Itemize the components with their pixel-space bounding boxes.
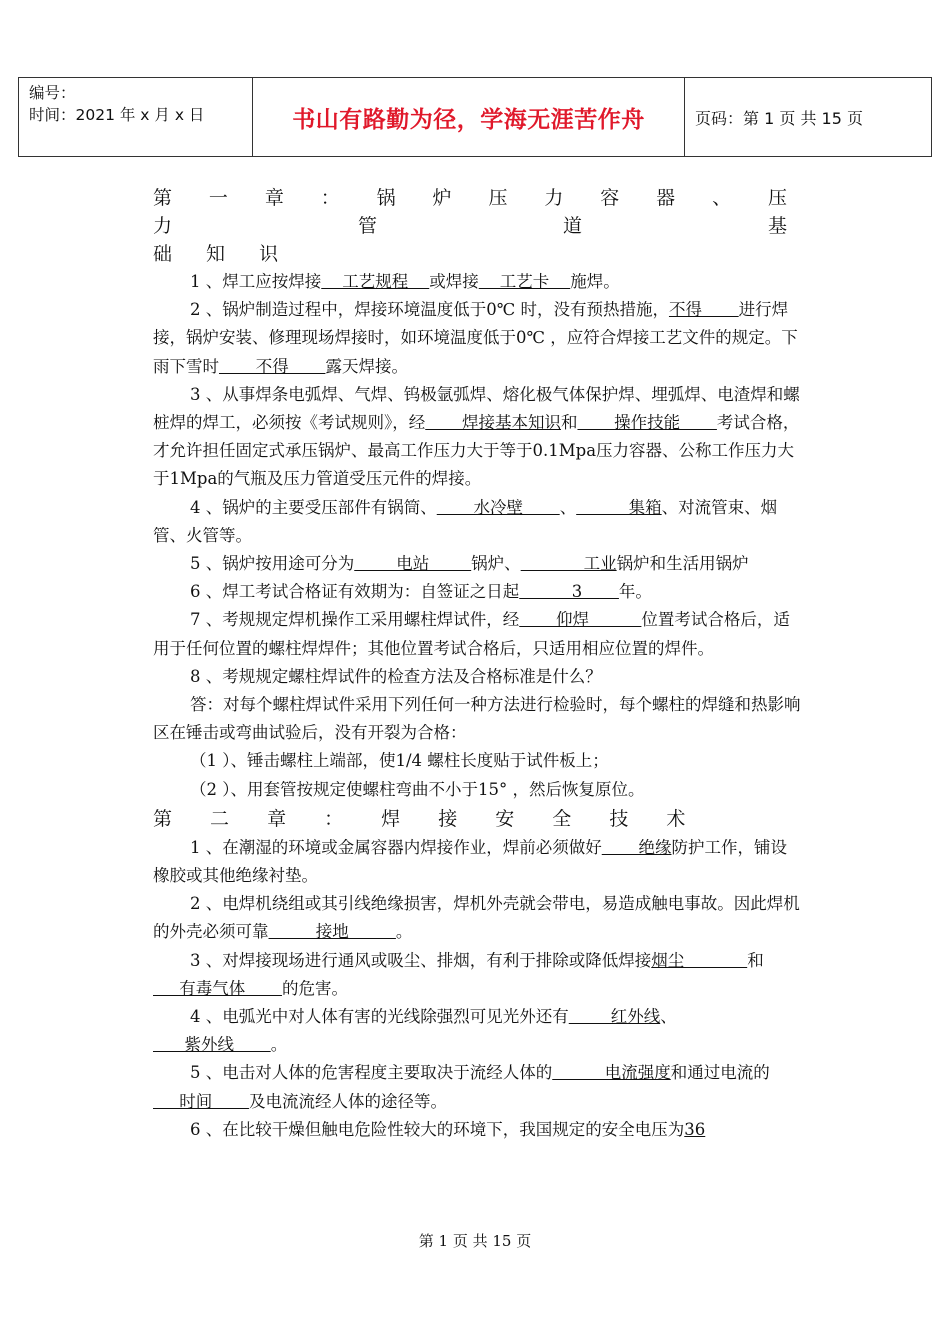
- question-2-4: 4 、电弧光中对人体有害的光线除强烈可见光外还有 红外线、 紫外线 。: [153, 1007, 677, 1055]
- question-1: 1 、焊工应按焊接 工艺规程 或焊接 工艺卡 施焊。: [190, 272, 620, 291]
- header-page-label: 页码：第 1 页 共 15 页: [695, 108, 863, 128]
- answer-blank: 红外线: [568, 1007, 661, 1027]
- document-body: [153, 184, 801, 1144]
- answer-blank: 接地: [268, 922, 396, 942]
- question-2-1: 1 、在潮湿的环境或金属容器内焊接作业，焊前必须做好 绝缘防护工作，铺设橡胶或其他绝缘衬垫。: [153, 837, 787, 886]
- answer-blank: 仰焊: [519, 610, 642, 630]
- question-3: 3 、从事焊条电弧焊、气焊、钨极氩弧焊、熔化极气体保护焊、埋弧焊、电渣焊和螺桩焊的焊工，必须按《考试规则》，经 焊接基本知识和 操作技能 考试合格，才允许担任固定式承压锅炉、最高工作压力大于等于0.1Mpa压力容器、公称工作压力大于1Mpa的气瓶及压力管道受压元件的焊接。: [153, 384, 800, 489]
- answer-blank: 紫外线: [153, 1035, 271, 1055]
- answer-blank: 工业: [520, 554, 617, 574]
- answer-blank: 时间: [153, 1091, 249, 1111]
- answer-blank: 电流强度: [552, 1063, 671, 1083]
- question-2-5: 5 、电击对人体的危害程度主要取决于流经人体的 电流强度和通过电流的 时间 及电流流经人体的途径等。: [153, 1063, 770, 1111]
- time-label: 时间：2021 年 x 月 x 日: [29, 106, 205, 124]
- answer-blank: 烟尘: [651, 950, 748, 970]
- chapter2-title: 第 二 章 ： 焊 接 安 全 技 术: [153, 807, 702, 830]
- doc-number-label: 编号：: [29, 84, 76, 102]
- answer-blank: 焊接基本知识: [425, 413, 561, 433]
- page-header: [18, 77, 932, 157]
- answer-blank: 工艺规程: [321, 272, 430, 291]
- answer-blank: 集箱: [576, 497, 662, 517]
- header-motto: 书山有路勤为径，学海无涯苦作舟: [253, 78, 685, 156]
- chapter1-title: 第 一 章 ： 锅 炉 压 力 容 器 、 压 力 管 道 基: [153, 187, 801, 237]
- question-6: 6 、焊工考试合格证有效期为：自签证之日起 3 年。: [190, 582, 652, 602]
- answer-blank: 不得: [219, 356, 326, 376]
- chapter1-title-cont: 础 知 识: [153, 243, 293, 265]
- question-2-3: 3 、对焊接现场进行通风或吸尘、排烟，有利于排除或降低焊接烟尘 和 有毒气体 的危害。: [153, 950, 764, 998]
- answer-blank: 3: [519, 582, 619, 602]
- question-8: 8 、考规规定螺柱焊试件的检查方法及合格标准是什么？: [190, 666, 602, 686]
- question-5: 5 、锅炉按用途可分为 电站 锅炉、 工业锅炉和生活用锅炉: [190, 554, 749, 574]
- answer-blank: 电站: [354, 554, 472, 574]
- answer-blank: 水冷壁: [436, 497, 560, 517]
- answer-blank: 不得: [668, 300, 739, 320]
- answer-blank: 有毒气体: [153, 978, 282, 998]
- answer-blank: 工艺卡: [478, 272, 571, 291]
- question-2-2: 2 、电焊机绕组或其引线绝缘损害，焊机外壳就会带电，易造成触电事故。因此焊机的外壳必须可靠 接地 。: [153, 894, 800, 942]
- answer-8-item-2: （2 ）、用套管按规定使螺柱弯曲不小于15° ，然后恢复原位。: [190, 779, 645, 799]
- answer-8-item-1: （1 ）、锤击螺柱上端部，使1/4 螺柱长度贴于试件板上；: [190, 751, 609, 771]
- answer-blank: 36: [684, 1119, 706, 1139]
- answer-blank: 绝缘: [601, 837, 672, 857]
- question-4: 4 、锅炉的主要受压部件有锅筒、 水冷壁 、 集箱、对流管束、烟管、火管等。: [153, 497, 778, 545]
- answer-blank: 操作技能: [577, 413, 717, 433]
- answer-8: 答：对每个螺柱焊试件采用下列任何一种方法进行检验时，每个螺柱的焊缝和热影响区在锤击或弯曲试验后，没有开裂为合格：: [153, 695, 801, 743]
- question-2-6: 6 、在比较干燥但触电危险性较大的环境下，我国规定的安全电压为36: [190, 1119, 706, 1139]
- page-footer: 第 1 页 共 15 页: [418, 1232, 532, 1250]
- header-meta: [19, 78, 253, 156]
- question-2: 2 、锅炉制造过程中，焊接环境温度低于0℃ 时，没有预热措施，不得 进行焊接，锅炉安装、修理现场焊接时，如环境温度低于0℃ ，应符合焊接工艺文件的规定。下雨下雪时 不得 露天焊接。: [153, 300, 798, 376]
- question-7: 7 、考规规定焊机操作工采用螺柱焊试件，经 仰焊 位置考试合格后，适用于任何位置的螺柱焊焊件；其他位置考试合格后，只适用相应位置的焊件。: [153, 610, 790, 658]
